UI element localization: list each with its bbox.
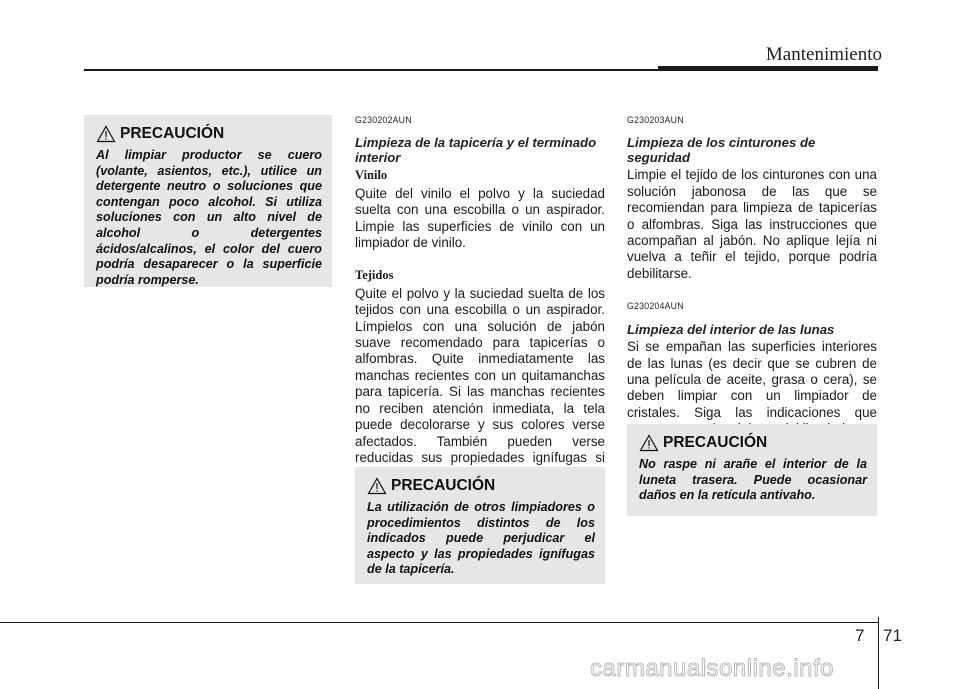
right-column [627,112,877,438]
footer-divider [878,617,879,689]
caution-header [639,434,867,452]
caution-text: No raspe ni arañe el interior de la luneta trasera. Puede ocasionar daños en la retícula antivaho. [639,457,867,503]
caution-box-left [84,115,332,287]
warning-icon [639,434,659,452]
caution-label: PRECAUCIÓN [391,477,496,494]
section-code: G230204AUN [627,301,684,312]
caution-label: PRECAUCIÓN [663,434,768,451]
caution-box-middle [355,467,605,584]
warning-icon [367,477,387,495]
caution-label: PRECAUCIÓN [120,125,225,142]
seatbelt-paragraph: Limpie el tejido de los cinturones con una solución jabonosa de las que se recomiendan para limpieza de tapicerías o alfombras. Siga las instrucciones que acompañan al jabón. No aplique lejía ni vuelva a teñir el tejido, porque podría debilitarse. [627,167,877,281]
section-title: Limpieza de la tapicería y el terminado interior [355,135,597,165]
section-title: Limpieza de los cinturones de seguridad [627,135,816,165]
caution-text: Al limpiar productor se cuero (volante, asientos, etc.), utilice un detergente neutro o soluciones que contengan poco alcohol. Si utiliza soluciones con un alto nivel de alcohol o detergentes ácidos/alcalinos, el color del cuero podría desaparecer o la superficie podría romperse. [96,148,322,287]
fabric-heading: Tejidos [355,268,394,283]
header-rule [84,69,658,71]
caution-text: La utilización de otros limpiadores o procedimientos distintos de los indicados puede perjudicar el aspecto y las propiedades ignífugas de la tapicería. [367,500,595,577]
vinyl-paragraph: Quite del vinilo el polvo y la suciedad suelta con una escobilla o un aspirador. Limpie las superficies de vinilo con un limpiador de vinilo. [355,185,605,251]
warning-icon [96,125,116,143]
vinyl-heading: Vinilo [355,168,388,183]
glass-paragraph: Si se empañan las superficies interiores de las lunas (es decir que se cubren de una película de aceite, grasa o cera), se deben limpiar con un limpiador de cristales. Siga las indicaciones que [627,339,877,420]
section-code: G230203AUN [627,115,684,125]
fabric-paragraph: Quite el polvo y la suciedad suelta de los tejidos con una escobilla o un aspirador. Límpielos con una solución de jabón suave recomendado para tapicerías o alfombras. Quite inmediatamente las manchas recientes con un quitamanchas para tapicería. Si las manchas recientes no reciben atención inmediata, la tela puede decolorarse y sus colores verse afectados. También pueden verse reducidas sus propiedades ignífugas si [355,285,605,465]
header-rule-thick [658,66,878,71]
middle-column [355,112,605,483]
caution-header [367,477,595,495]
watermark: carmanualsonline.info [590,655,834,682]
section-title: Limpieza del interior de las lunas [627,321,835,337]
header-title: Mantenimiento [765,44,882,65]
caution-box-right [627,424,877,516]
chapter-number: 7 [855,626,865,645]
page-number: 71 [883,626,902,645]
footer-rule [0,622,878,623]
section-code: G230202AUN [355,115,412,125]
caution-header [96,125,322,143]
